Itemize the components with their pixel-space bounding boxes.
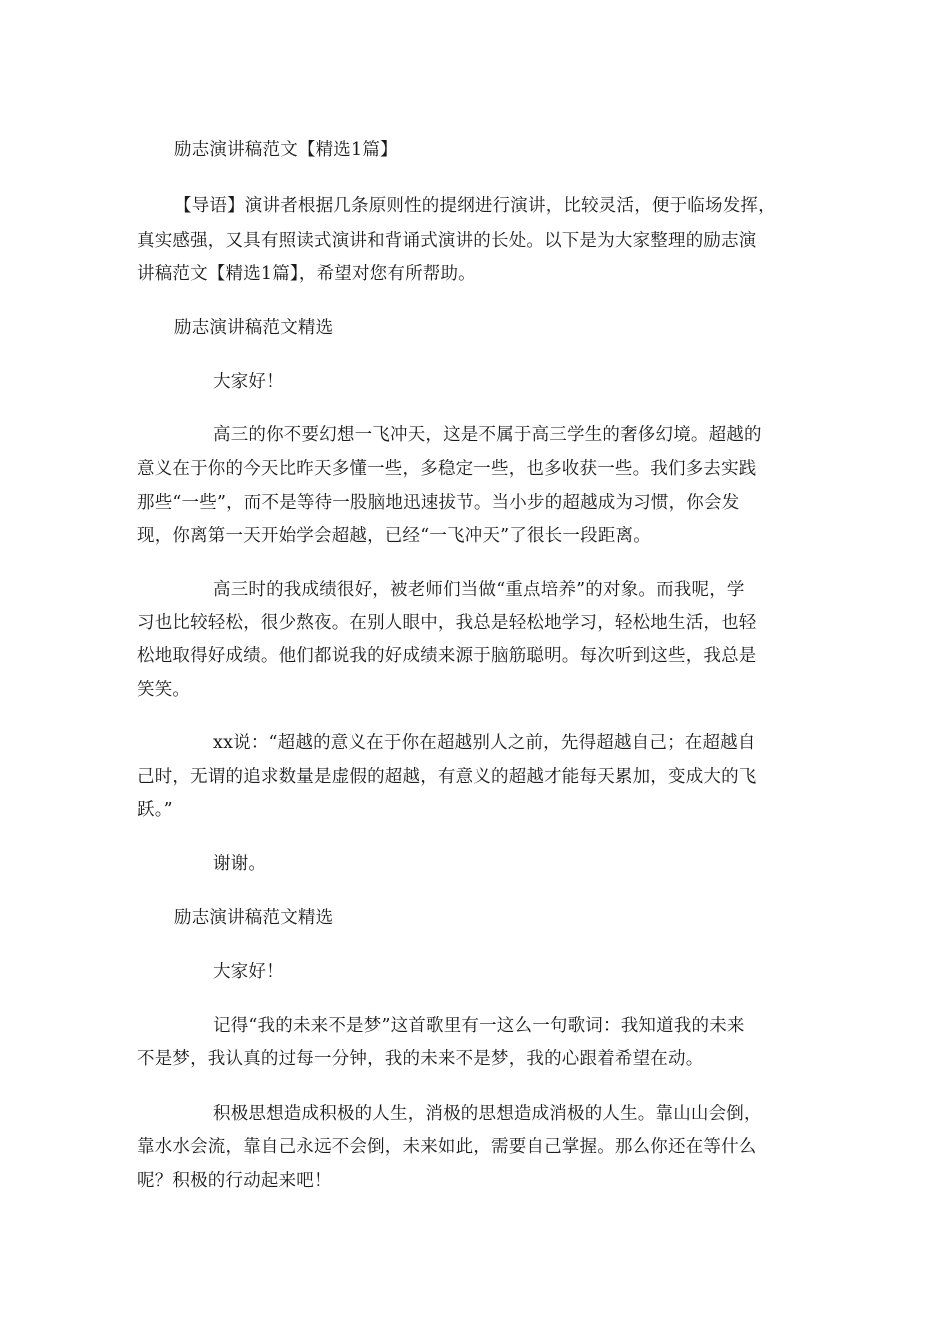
paragraph-line: 那些“一些”，而不是等待一股脑地迅速拔节。当小步的超越成为习惯，你会发 <box>137 493 740 513</box>
paragraph-line: 高三时的我成绩很好，被老师们当做“重点培养”的对象。而我呢，学 <box>213 580 745 600</box>
section-heading: 励志演讲稿范文精选 <box>174 908 334 928</box>
paragraph-line: 不是梦，我认真的过每一分钟，我的未来不是梦，我的心跟着希望在动。 <box>137 1049 704 1069</box>
paragraph-line: 习也比较轻松，很少熬夜。在别人眼中，我总是轻松地学习，轻松地生活，也轻 <box>137 613 757 633</box>
paragraph-line: 记得“我的未来不是梦”这首歌里有一这么一句歌词：我知道我的未来 <box>213 1016 745 1036</box>
closing: 谢谢。 <box>213 854 267 874</box>
paragraph-line: 现，你离第一天开始学会超越，已经“一飞冲天”了很长一段距离。 <box>137 526 651 546</box>
greeting: 大家好！ <box>213 962 284 982</box>
quote-line: 己时，无谓的追求数量是虚假的超越，有意义的超越才能每天累加，变成大的飞 <box>137 767 757 787</box>
intro-line: 真实感强，又具有照读式演讲和背诵式演讲的长处。以下是为大家整理的励志演 <box>137 231 757 251</box>
quote-line: 跃。” <box>137 800 173 820</box>
paragraph-line: 高三的你不要幻想一飞冲天，这是不属于高三学生的奢侈幻境。超越的 <box>213 425 762 445</box>
quote-line: xx说：“超越的意义在于你在超越别人之前，先得超越自己；在超越自 <box>213 733 756 753</box>
paragraph-line: 笑笑。 <box>137 680 191 700</box>
paragraph-line: 靠水水会流，靠自己永远不会倒，未来如此，需要自己掌握。那么你还在等什么 <box>137 1137 757 1157</box>
intro-line: 【导语】演讲者根据几条原则性的提纲进行演讲，比较灵活，便于临场发挥， <box>174 196 776 216</box>
paragraph-line: 意义在于你的今天比昨天多懂一些，多稳定一些，也多收获一些。我们多去实践 <box>137 459 757 479</box>
greeting: 大家好！ <box>213 372 284 392</box>
paragraph-line: 松地取得好成绩。他们都说我的好成绩来源于脑筋聪明。每次听到这些，我总是 <box>137 646 757 666</box>
document-title: 励志演讲稿范文【精选1篇】 <box>174 140 398 160</box>
section-heading: 励志演讲稿范文精选 <box>174 318 334 338</box>
paragraph-line: 积极思想造成积极的人生，消极的思想造成消极的人生。靠山山会倒， <box>213 1104 762 1124</box>
intro-line: 讲稿范文【精选1篇】，希望对您有所帮助。 <box>137 264 476 284</box>
paragraph-line: 呢？积极的行动起来吧！ <box>137 1171 332 1191</box>
